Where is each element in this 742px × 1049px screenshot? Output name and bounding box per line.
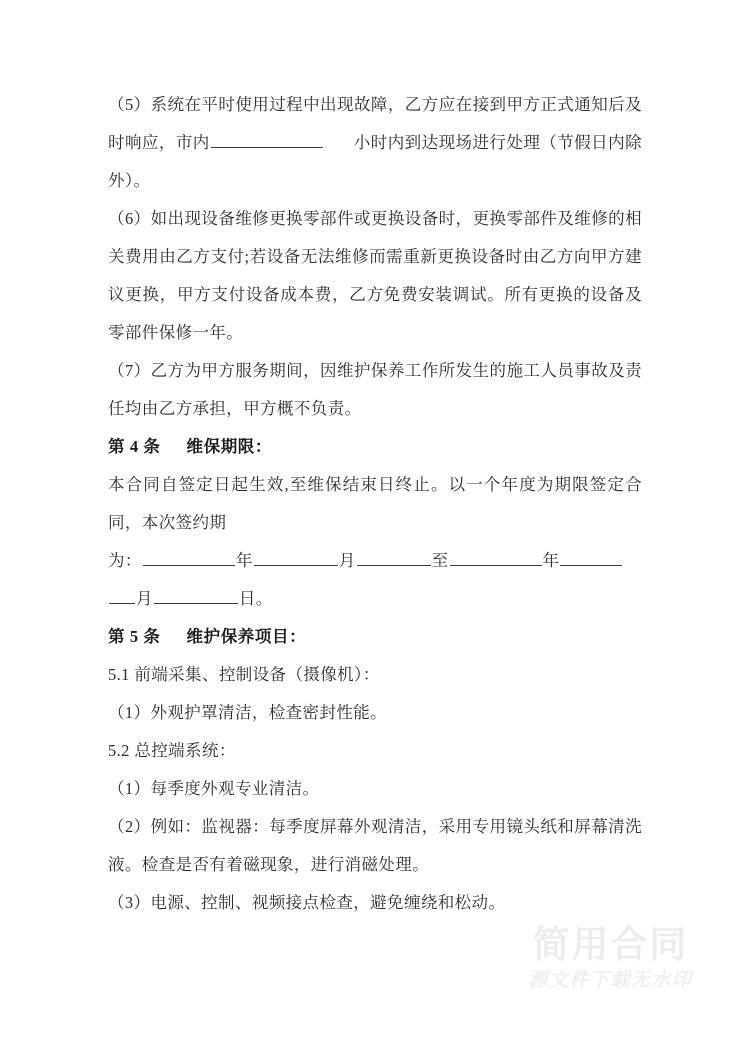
document-paragraph [108,808,642,884]
fill-in-blank[interactable] [357,549,431,567]
text-run: （3）电源、控制、视频接点检查，避免缠绕和松动。 [108,893,506,912]
document-paragraph [108,200,642,352]
text-run: 月 [136,589,153,608]
document-paragraph [108,86,642,200]
text-run: 小时内到达现场进行处理（节假日内除外）。 [108,133,642,190]
fill-in-blank[interactable] [254,549,338,567]
text-run: （2）例如：监视器：每季度屏幕外观清洁，采用专用镜头纸和屏幕清洗液。检查是否有着磁现象，进行消磁处理。 [108,817,642,874]
section-heading-title: 维保期限： [186,437,272,456]
date-fill-line [108,542,642,580]
text-run: （6）如出现设备维修更换零部件或更换设备时，更换零部件及维修的相关费用由乙方支付;若设备无法维修而需重新更换设备时由乙方向甲方建议更换，甲方支付设备成本费，乙方免费安装调试。所有更换的设备及零部件保修一年。 [108,209,642,342]
watermark-main-text: 简用合同 [532,923,689,966]
watermark-sub-text: 源文件下载无水印 [528,969,693,991]
fill-in-blank[interactable] [143,549,235,567]
text-run: 为： [108,551,142,570]
text-run: 月 [338,551,356,570]
document-paragraph [108,884,642,922]
document-paragraph [108,466,642,542]
text-run: （1）外观护罩清洁，检查密封性能。 [108,703,388,722]
fill-in-blank[interactable] [450,549,542,567]
fill-in-blank[interactable] [154,587,238,605]
document-paragraph [108,732,642,770]
document-paragraph [108,656,642,694]
text-run: 5.2 总控端系统： [108,741,236,760]
section-heading-number: 第 5 条 [108,627,161,646]
text-run: 本合同自签定日起生效,至维保结束日终止。以一个年度为期限签定合同，本次签约期 [108,475,642,532]
section-heading-number: 第 4 条 [108,437,161,456]
text-run: 至 [431,551,449,570]
date-fill-line [108,580,642,618]
text-run: 年 [235,551,253,570]
text-run: （7）乙方为甲方服务期间，因维护保养工作所发生的施工人员事故及责任均由乙方承担，甲方概不负责。 [108,361,642,418]
watermark [503,925,718,993]
section-heading [108,618,642,656]
fill-in-blank[interactable] [560,549,622,567]
document-paragraph [108,694,642,732]
section-heading [108,428,642,466]
text-run: 5.1 前端采集、控制设备（摄像机）： [108,665,380,684]
document-paragraph [108,770,642,808]
section-heading-title: 维护保养项目： [186,627,307,646]
document-body [108,86,642,922]
text-run: 年 [542,551,560,570]
text-run: 日。 [238,589,273,608]
text-run: （5）系统在平时使用过程中出现故障，乙方应在接到甲方正式通知后及时响应，市内 [108,95,642,152]
fill-in-blank[interactable] [109,587,135,605]
fill-in-blank[interactable] [211,131,323,149]
text-run: （1）每季度外观专业清洁。 [108,779,320,798]
document-paragraph [108,352,642,428]
